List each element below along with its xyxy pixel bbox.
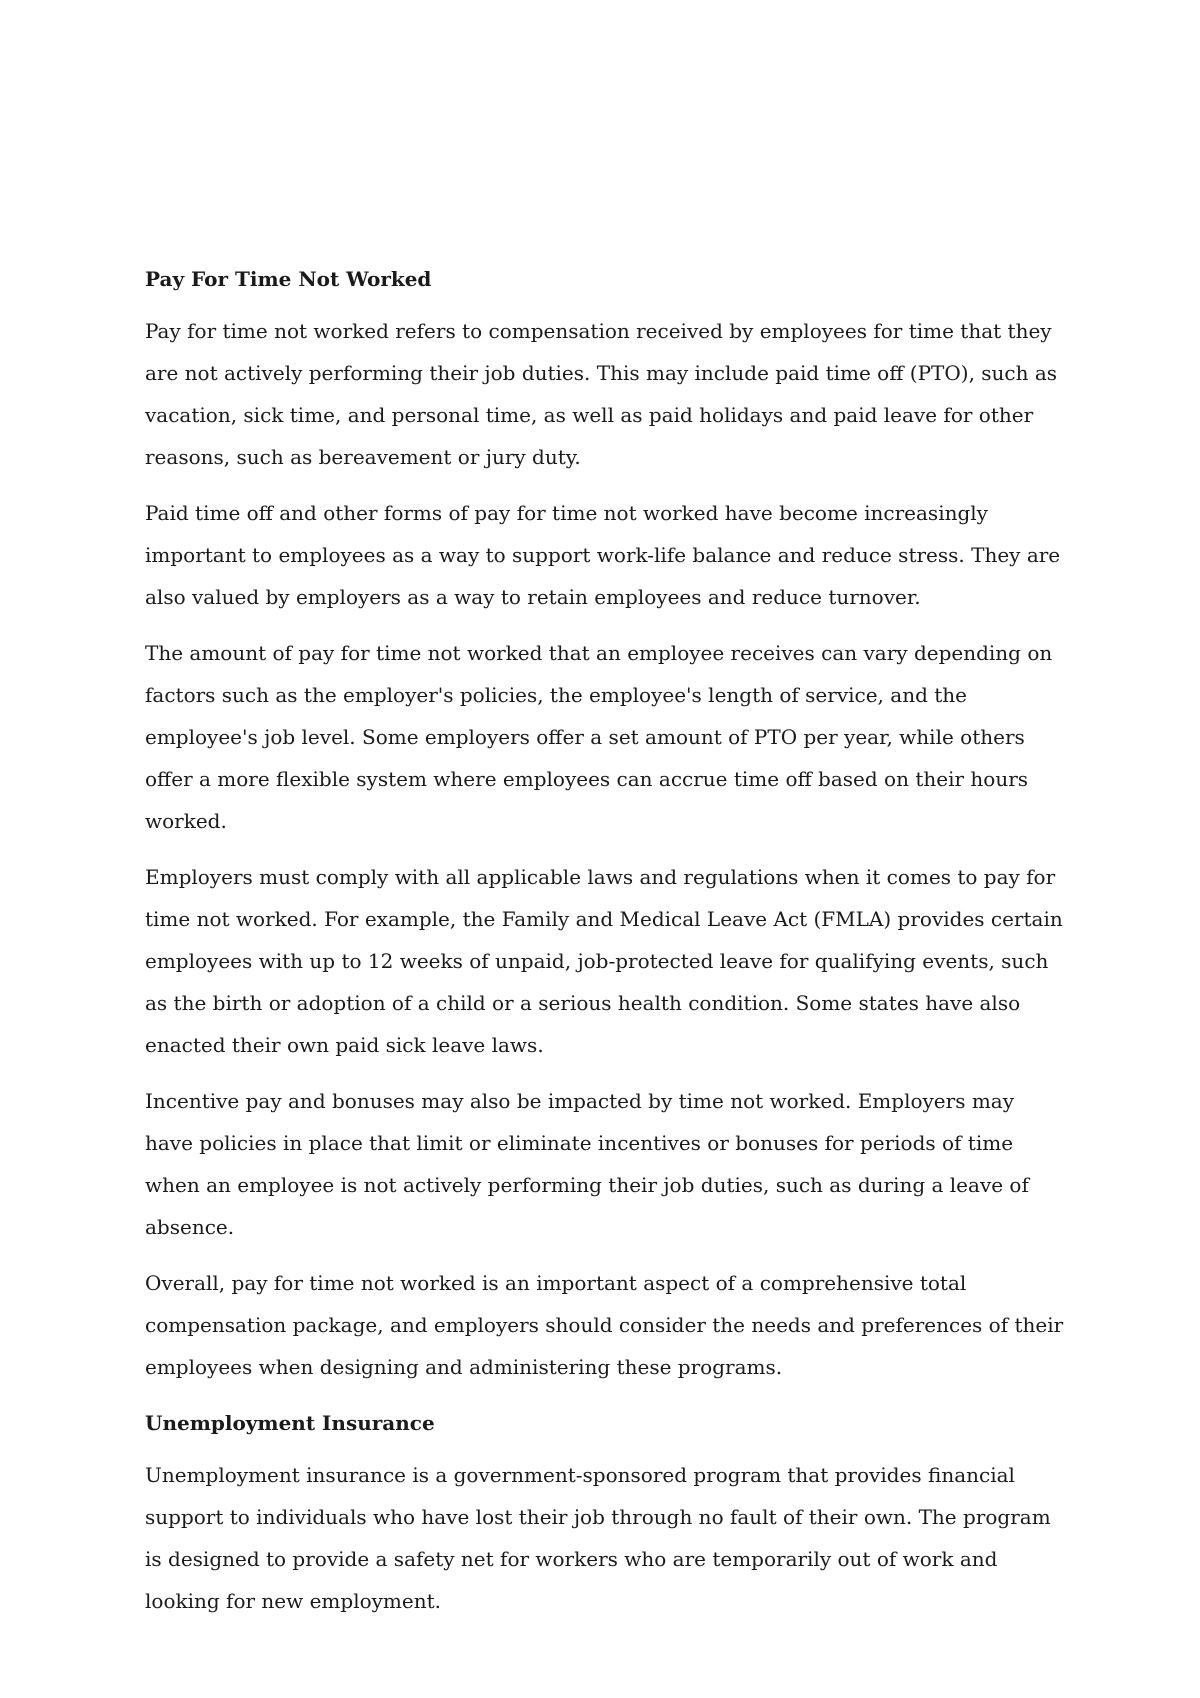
document-body: [145, 258, 1065, 1636]
paragraph: Paid time off and other forms of pay for time not worked have become increasingly important to employees as a way to support work-life balance and reduce stress. They are also valued by employers as a way to retain employees and reduce turnover.: [145, 501, 1061, 609]
section-heading-pay-for-time-not-worked: Pay For Time Not Worked: [145, 267, 432, 291]
paragraph: Pay for time not worked refers to compensation received by employees for time that they are not actively performing their job duties. This may include paid time off (PTO), such as vacation, sick time, and personal time, as well as paid holidays and paid leave for other reasons, such as bereavement or jury duty.: [145, 319, 1058, 469]
paragraph: Unemployment insurance is a government-sponsored program that provides financial support to individuals who have lost their job through no fault of their own. The program is designed to provide a safety net for workers who are temporarily out of work and looking for new employment.: [145, 1463, 1051, 1613]
paragraph: Employers must comply with all applicable laws and regulations when it comes to pay for time not worked. For example, the Family and Medical Leave Act (FMLA) provides certain employees with up to 12 weeks of unpaid, job-protected leave for qualifying events, such as the birth or adoption of a child or a serious health condition. Some states have also enacted their own paid sick leave laws.: [145, 865, 1063, 1057]
paragraph: The amount of pay for time not worked that an employee receives can vary depending on factors such as the employer's policies, the employee's length of service, and the employee's job level. Some employers offer a set amount of PTO per year, while others offer a more flexible system where employees can accrue time off based on their hours worked.: [145, 641, 1053, 833]
section-heading-unemployment-insurance: Unemployment Insurance: [145, 1411, 435, 1435]
paragraph: Incentive pay and bonuses may also be impacted by time not worked. Employers may have policies in place that limit or eliminate incentives or bonuses for periods of time when an employee is not actively performing their job duties, such as during a leave of absence.: [145, 1089, 1029, 1239]
paragraph: Overall, pay for time not worked is an important aspect of a comprehensive total compensation package, and employers should consider the needs and preferences of their employees when designing and administering these programs.: [145, 1271, 1064, 1379]
